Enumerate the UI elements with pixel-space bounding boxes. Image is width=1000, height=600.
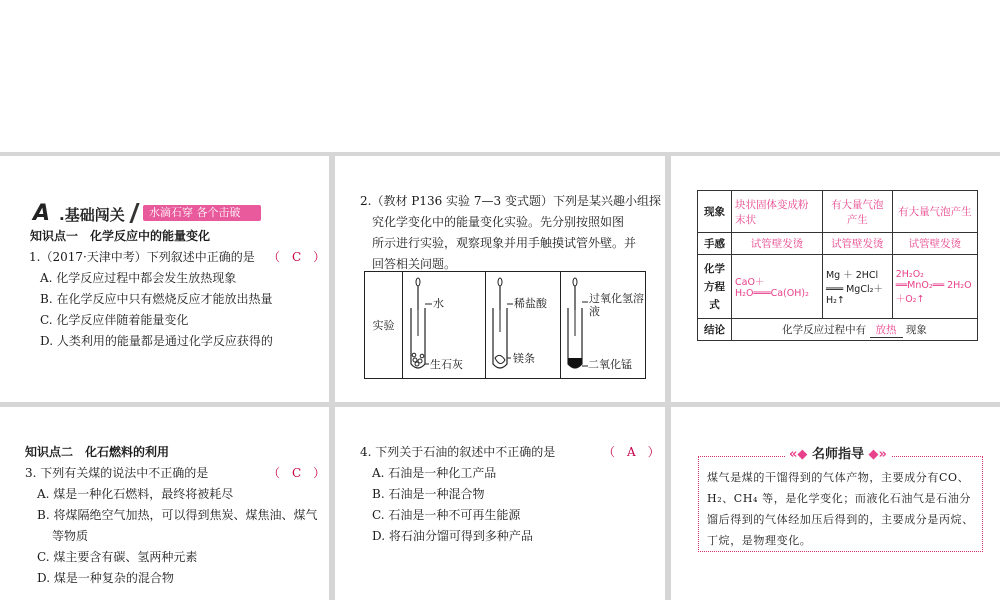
question-4-stem: 4. 下列关于石油的叙述中不正确的是 [360,445,556,459]
conclusion-prefix: 化学反应过程中有 [782,323,867,336]
tube-1-top-label: 水 [433,297,444,310]
tube-1-bottom-label: 生石灰 [430,358,463,371]
question-3-answer: （ C ） [268,466,326,480]
question-3-stem: 3. 下列有关煤的说法中不正确的是 [25,466,209,480]
phenomenon-cell-2: 有大量气泡产生 [822,191,892,233]
banner-slash [129,203,139,223]
tube-2-bottom-label: 镁条 [513,352,535,365]
panel-question-3 [0,407,329,600]
section-banner [33,201,261,226]
question-3-option-b-cont: 等物质 [52,529,89,543]
panel-teacher-tip [671,407,1000,600]
tip-heading [785,443,891,461]
panel-question-2 [335,156,665,402]
row-head-equation: 化学方程式 [698,255,732,319]
table-row [698,319,978,341]
question-1-option-d: D. 人类利用的能量都是通过化学反应获得的 [40,334,273,348]
tip-text: 煤气是煤的干馏得到的气体产物，主要成分有CO、H₂、CH₄ 等，是化学变化；而液化石油气是石油分馏后得到的气体经加压后得到的，主要成分是丙烷、丁烷，是物理变化。 [707,471,974,547]
knowledge-point-1-heading: 知识点一 化学反应中的能量变化 [30,229,211,243]
question-3-option-b: B. 将煤隔绝空气加热，可以得到焦炭、煤焦油、煤气 [37,508,318,522]
question-1-stem: 1.（2017·天津中考）下列叙述中正确的是 [29,250,255,264]
row-head-phenomenon: 现象 [698,191,732,233]
question-4-option-b: B. 石油是一种混合物 [372,487,485,501]
results-table [697,190,978,341]
touch-cell-2: 试管壁发烫 [822,233,892,255]
question-2-line-3: 所示进行实验，观察现象并用手触摸试管外壁。并 [372,236,637,250]
question-1-answer: （ C ） [268,250,326,264]
question-4-answer: （ A ） [603,445,660,459]
experiment-label: 实验 [365,272,403,378]
conclusion-cell [732,319,978,341]
tip-title: 名师指导 [811,447,864,462]
row-head-touch: 手感 [698,233,732,255]
knowledge-point-2-heading: 知识点二 化石燃料的利用 [25,445,170,459]
experiment-figure [364,271,646,379]
equation-cell-3: 2H₂O₂ ══MnO₂══ 2H₂O＋O₂↑ [892,255,977,319]
equation-cell-1: CaO＋H₂O═══Ca(OH)₂ [732,255,823,319]
phenomenon-cell-1: 块状固体变成粉末状 [732,191,823,233]
tip-left-decoration-icon: «◆ [789,447,808,462]
table-row [698,191,978,233]
question-4-option-a: A. 石油是一种化工产品 [372,466,497,480]
panel-question-1 [0,156,329,402]
panel-results-table [671,156,1000,402]
question-4-option-d: D. 将石油分馏可得到多种产品 [372,529,533,543]
conclusion-answer: 放热 [870,322,903,338]
question-3-option-a: A. 煤是一种化石燃料，最终将被耗尽 [37,487,234,501]
touch-cell-1: 试管壁发烫 [732,233,823,255]
equation-cell-2: Mg ＋ 2HCl ═══ MgCl₂＋H₂↑ [822,255,892,319]
question-2-line-1: 2.（教材 P136 实验 7—3 变式题）下列是某兴趣小组探 [360,194,661,208]
section-tag: 水滴石穿 各个击破 [143,205,261,221]
panel-question-4 [335,407,665,600]
tube-3-bottom-label: 二氧化锰 [588,358,632,371]
table-row [698,233,978,255]
question-1-option-a: A. 化学反应过程中都会发生放热现象 [40,271,237,285]
question-3-option-c: C. 煤主要含有碳、氢两种元素 [37,550,198,564]
question-1-option-c: C. 化学反应伴随着能量变化 [40,313,189,327]
question-1-option-b: B. 在化学反应中只有燃烧反应才能放出热量 [40,292,273,306]
row-head-conclusion: 结论 [698,319,732,341]
question-2-line-4: 回答相关问题。 [372,257,457,271]
table-row [698,255,978,319]
tube-2-top-label: 稀盐酸 [514,297,547,310]
question-4-option-c: C. 石油是一种不可再生能源 [372,508,521,522]
section-letter: A [33,201,51,226]
conclusion-suffix: 现象 [905,323,927,336]
section-title: .基础闯关 [59,206,125,224]
tube-3-top-label: 过氧化氢溶液 [589,292,644,318]
tip-right-decoration-icon: ◆» [868,447,887,462]
question-3-option-d: D. 煤是一种复杂的混合物 [37,571,174,585]
touch-cell-3: 试管壁发烫 [892,233,977,255]
question-2-line-2: 究化学变化中的能量变化实验。先分别按照如图 [372,215,625,229]
phenomenon-cell-3: 有大量气泡产生 [892,191,977,233]
